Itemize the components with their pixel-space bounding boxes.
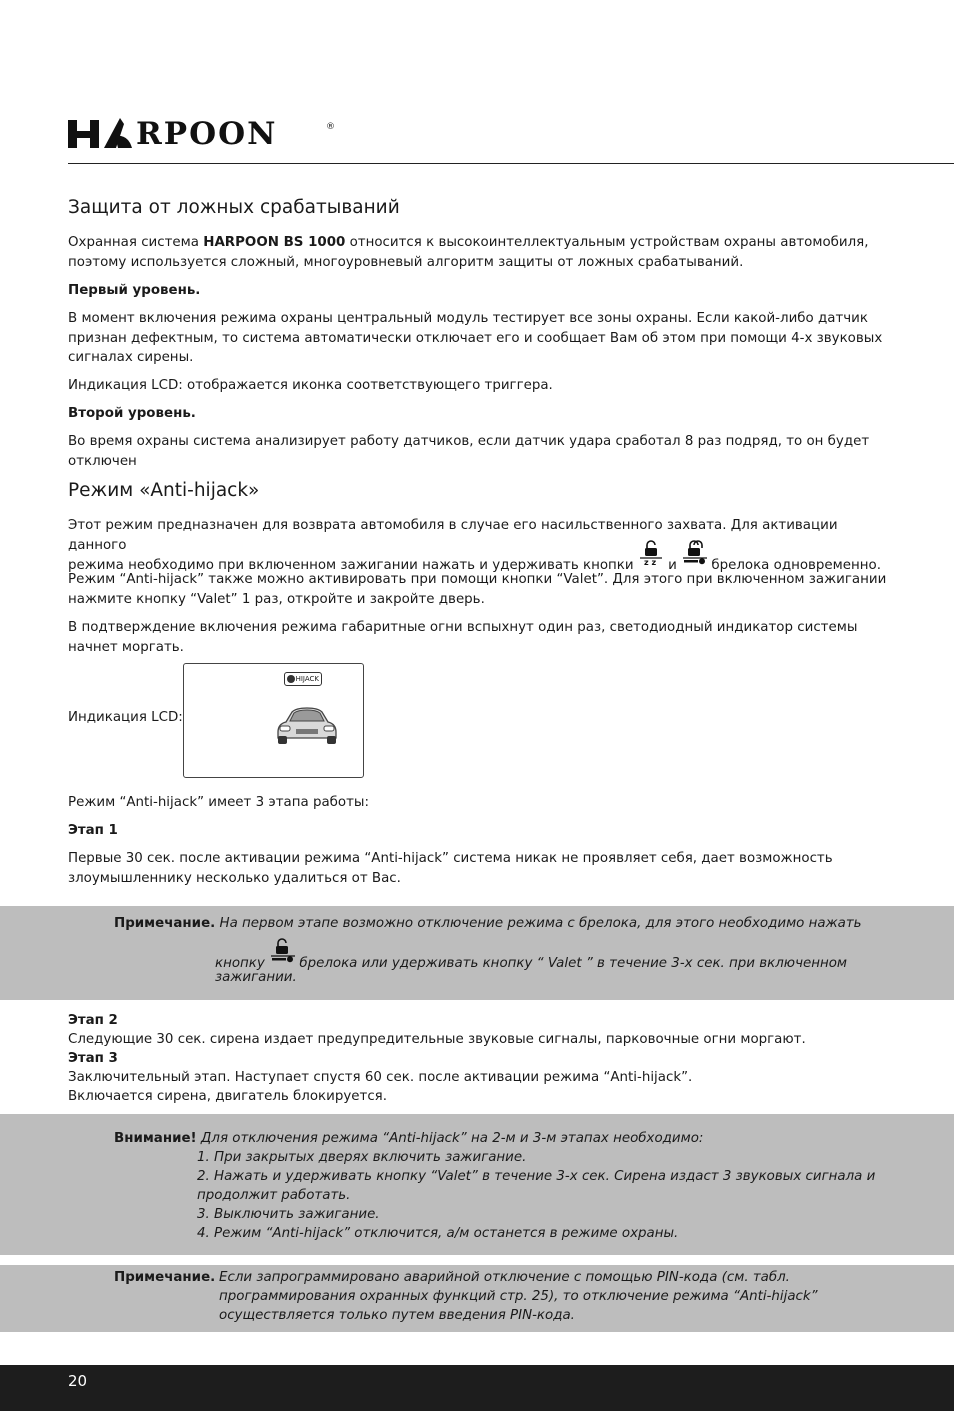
p1-and: и — [668, 558, 677, 573]
registered-mark: ® — [326, 122, 335, 132]
note2-line2: программирования охранных функций стр. 25), то отключение режима “Anti-hijack” — [219, 1289, 818, 1304]
p1-line2-post: брелока одновременно. — [711, 558, 881, 573]
level1-lcd: Индикация LCD: отображается иконка соответствующего триггера. — [68, 378, 553, 393]
anti-hijack-p1-line1: Этот режим предназначен для возврата автомобиля в случае его насильственного захвата. Для активации данного — [68, 518, 838, 553]
level1-text: В момент включения режима охраны центральный модуль тестирует все зоны охраны. Если какой-либо датчик признан дефектным, то система автоматически отключает его и сообщает Вам об этом при помощи 4-х звуковых сигналах сирены. — [68, 311, 883, 365]
warning-step4: 4. Режим “Anti-hijack” отключится, а/м останется в режиме охраны. — [197, 1226, 679, 1241]
logo-text: RPOON — [136, 116, 278, 152]
hijack-badge-text: HIJACK — [295, 675, 319, 683]
note1-line1-text: На первом этапе возможно отключение режима с брелока, для этого необходимо нажать — [219, 916, 862, 931]
intro-paragraph — [68, 233, 898, 272]
stage3-title: Этап 3 — [68, 1051, 118, 1066]
stage1-text: Первые 30 сек. после активации режима “Anti-hijack” система никак не проявляет себя, дает возможность злоумышленнику несколько удалиться от Вас. — [68, 851, 833, 886]
stage2-title: Этап 2 — [68, 1013, 118, 1028]
warning-step2a: 2. Нажать и удерживать кнопку “Valet” в течение 3-х сек. Сирена издаст 3 звуковых сигнала и — [197, 1169, 876, 1184]
level2-text: Во время охраны система анализирует работу датчиков, если датчик удара сработал 8 раз подряд, то он будет отключен — [68, 434, 870, 469]
anti-hijack-p1-rest: Режим “Anti-hijack” также можно активировать при помощи кнопки “Valet”. Для этого при включенном зажигании нажмите кнопку “Valet” 1 раз, откройте и закройте дверь. — [68, 572, 887, 607]
product-name: HARPOON BS 1000 — [203, 235, 346, 250]
p1-line2-pre: режима необходимо при включенном зажигании нажать и удерживать кнопки — [68, 558, 634, 573]
warning-label: Внимание! — [114, 1131, 197, 1146]
anti-hijack-p2: В подтверждение включения режима габаритные огни вспыхнут один раз, светодиодный индикатор системы начнет моргать. — [68, 620, 858, 655]
stage1-title: Этап 1 — [68, 823, 118, 838]
lcd-display — [183, 663, 364, 778]
stage2-text: Следующие 30 сек. сирена издает предупредительные звуковые сигналы, парковочные огни моргают. — [68, 1032, 806, 1047]
lcd-label: Индикация LCD: — [68, 710, 183, 725]
stage3-text2: Включается сирена, двигатель блокируется. — [68, 1089, 387, 1104]
note1-label: Примечание. — [114, 916, 216, 931]
intro-pre: Охранная система — [68, 235, 204, 250]
note1-line2-pre: кнопку — [215, 956, 265, 971]
warning-step2b: продолжит работать. — [197, 1188, 351, 1203]
note2-line1: Если запрограммировано аварийной отключение с помощью PIN-кода (см. табл. — [219, 1270, 790, 1285]
intro-post: относится к высокоинтеллектуальным устройствам охраны автомобиля, поэтому используется сложный, многоуровневый алгоритм защиты от ложных срабатываний. — [68, 235, 869, 270]
warning-intro-line — [114, 1129, 914, 1149]
warning-step1: 1. При закрытых дверях включить зажигание. — [197, 1150, 527, 1165]
footer-bar — [0, 1365, 954, 1411]
note1-line3: зажигании. — [215, 970, 297, 985]
note2-label: Примечание. — [114, 1270, 216, 1285]
stage3-text1: Заключительный этап. Наступает спустя 60 сек. после активации режима “Anti-hijack”. — [68, 1070, 693, 1085]
page-number: 20 — [68, 1372, 88, 1390]
hijack-badge — [284, 672, 322, 686]
header-rule — [68, 163, 954, 164]
section-title-false-alarm: Защита от ложных срабатываний — [68, 197, 400, 218]
harpoon-logo — [68, 116, 336, 152]
section-title-anti-hijack: Режим «Anti-hijack» — [68, 480, 260, 501]
hijack-icon — [287, 675, 295, 683]
car-icon — [274, 704, 340, 746]
note1-line2-post: брелока или удерживать кнопку “ Valet ” в течение 3-х сек. при включенном — [299, 956, 848, 971]
note2-line3: осуществляется только путем введения PIN-кода. — [219, 1308, 575, 1323]
level1-title: Первый уровень. — [68, 283, 201, 298]
warning-step3: 3. Выключить зажигание. — [197, 1207, 380, 1222]
note1-line1 — [114, 914, 914, 934]
svg-text:z z: z z — [643, 558, 656, 565]
level2-title: Второй уровень. — [68, 406, 196, 421]
note1-box — [0, 906, 954, 1000]
warning-intro: Для отключения режима “Anti-hijack” на 2-м и 3-м этапах необходимо: — [200, 1131, 704, 1146]
note2-box — [0, 1265, 954, 1332]
stages-intro: Режим “Anti-hijack” имеет 3 этапа работы: — [68, 795, 369, 810]
warning-box — [0, 1114, 954, 1255]
